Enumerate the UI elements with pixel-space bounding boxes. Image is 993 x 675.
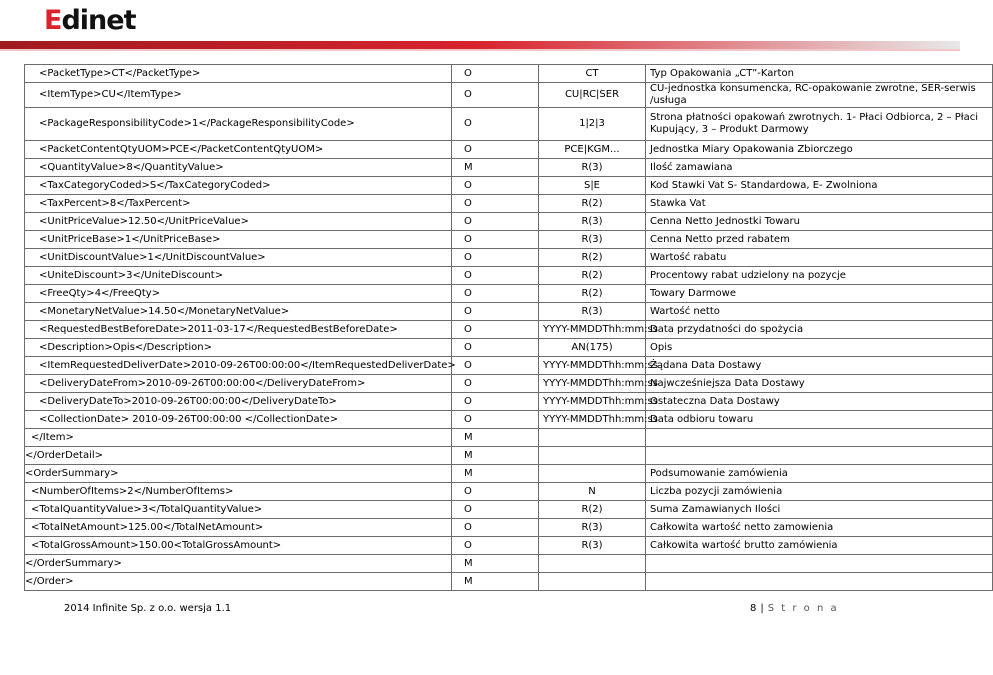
status-cell: M (452, 555, 539, 573)
element-cell: <UnitPriceBase>1</UnitPriceBase> (25, 231, 452, 249)
footer-page-number (750, 603, 839, 614)
status-cell: M (452, 573, 539, 591)
format-cell: S|E (539, 177, 646, 195)
format-cell: YYYY-MMDDThh:mm:ss (539, 375, 646, 393)
description-cell: Suma Zamawianych Ilości (646, 501, 993, 519)
element-cell: <RequestedBestBeforeDate>2011-03-17</RequestedBestBeforeDate> (25, 321, 452, 339)
description-cell: Ostateczna Data Dostawy (646, 393, 993, 411)
page-label: S t r o n a (767, 603, 839, 614)
element-cell: <ItemRequestedDeliverDate>2010-09-26T00:00:00</ItemRequestedDeliverDate> (25, 357, 452, 375)
table-row (25, 231, 993, 249)
element-cell: <PacketType>CT</PacketType> (25, 65, 452, 83)
status-cell: M (452, 159, 539, 177)
status-cell: O (452, 537, 539, 555)
element-cell: <QuantityValue>8</QuantityValue> (25, 159, 452, 177)
element-cell: <ItemType>CU</ItemType> (25, 83, 452, 108)
table-row (25, 375, 993, 393)
header-band (0, 41, 960, 49)
format-cell: YYYY-MMDDThh:mm:ss (539, 411, 646, 429)
description-cell: Całkowita wartość netto zamowienia (646, 519, 993, 537)
format-cell: R(3) (539, 213, 646, 231)
status-cell: O (452, 393, 539, 411)
element-cell: <OrderSummary> (25, 465, 452, 483)
description-cell (646, 573, 993, 591)
description-cell (646, 429, 993, 447)
format-cell (539, 555, 646, 573)
format-cell: R(3) (539, 537, 646, 555)
description-cell: Data przydatności do spożycia (646, 321, 993, 339)
description-cell: Kod Stawki Vat S- Standardowa, E- Zwolniona (646, 177, 993, 195)
element-cell: <TaxCategoryCoded>S</TaxCategoryCoded> (25, 177, 452, 195)
description-cell: Podsumowanie zamówienia (646, 465, 993, 483)
table-row (25, 83, 993, 108)
status-cell: M (452, 429, 539, 447)
format-cell: CT (539, 65, 646, 83)
table-row (25, 357, 993, 375)
footer-copyright: 2014 Infinite Sp. z o.o. wersja 1.1 (64, 603, 232, 614)
table-row (25, 555, 993, 573)
status-cell: O (452, 411, 539, 429)
table-row (25, 447, 993, 465)
status-cell: O (452, 195, 539, 213)
element-cell: <UniteDiscount>3</UniteDiscount> (25, 267, 452, 285)
description-cell: Jednostka Miary Opakowania Zbiorczego (646, 141, 993, 159)
format-cell: 1|2|3 (539, 108, 646, 141)
format-cell (539, 465, 646, 483)
table-row (25, 213, 993, 231)
element-cell: <FreeQty>4</FreeQty> (25, 285, 452, 303)
status-cell: O (452, 519, 539, 537)
table-row (25, 177, 993, 195)
description-cell (646, 447, 993, 465)
element-cell: </OrderDetail> (25, 447, 452, 465)
status-cell: O (452, 267, 539, 285)
status-cell: O (452, 65, 539, 83)
description-cell: Opis (646, 339, 993, 357)
status-cell: O (452, 321, 539, 339)
format-cell: R(2) (539, 501, 646, 519)
status-cell: O (452, 501, 539, 519)
status-cell: O (452, 231, 539, 249)
format-cell: N (539, 483, 646, 501)
table-row (25, 393, 993, 411)
status-cell: O (452, 213, 539, 231)
description-cell: Towary Darmowe (646, 285, 993, 303)
element-cell: </Item> (25, 429, 452, 447)
table-row (25, 411, 993, 429)
element-cell: <PacketContentQtyUOM>PCE</PacketContentQtyUOM> (25, 141, 452, 159)
format-cell: PCE|KGM... (539, 141, 646, 159)
table-row (25, 501, 993, 519)
table-row (25, 195, 993, 213)
status-cell: O (452, 108, 539, 141)
table-row (25, 285, 993, 303)
table-row (25, 321, 993, 339)
table-row (25, 65, 993, 83)
format-cell: R(3) (539, 303, 646, 321)
description-cell: Data odbioru towaru (646, 411, 993, 429)
format-cell: R(2) (539, 285, 646, 303)
table-row (25, 519, 993, 537)
status-cell: O (452, 141, 539, 159)
element-cell: <DeliveryDateFrom>2010-09-26T00:00:00</DeliveryDateFrom> (25, 375, 452, 393)
spec-table (24, 64, 993, 591)
description-cell: Najwcześniejsza Data Dostawy (646, 375, 993, 393)
element-cell: <PackageResponsibilityCode>1</PackageResponsibilityCode> (25, 108, 452, 141)
status-cell: M (452, 447, 539, 465)
table-row (25, 141, 993, 159)
element-cell: <CollectionDate> 2010-09-26T00:00:00 </CollectionDate> (25, 411, 452, 429)
description-cell: Strona płatności opakowań zwrotnych. 1- Płaci Odbiorca, 2 – Płaci Kupujący, 3 – Produkt Darmowy (646, 108, 993, 141)
element-cell: </Order> (25, 573, 452, 591)
description-cell: Cenna Netto Jednostki Towaru (646, 213, 993, 231)
format-cell (539, 429, 646, 447)
description-cell: Procentowy rabat udzielony na pozycje (646, 267, 993, 285)
element-cell: <MonetaryNetValue>14.50</MonetaryNetValue> (25, 303, 452, 321)
page-number: 8 (750, 603, 757, 614)
element-cell: <Description>Opis</Description> (25, 339, 452, 357)
format-cell: YYYY-MMDDThh:mm:ss (539, 393, 646, 411)
table-row (25, 267, 993, 285)
status-cell: O (452, 249, 539, 267)
table-row (25, 159, 993, 177)
status-cell: O (452, 303, 539, 321)
description-cell: Liczba pozycji zamówienia (646, 483, 993, 501)
element-cell: <TotalGrossAmount>150.00<TotalGrossAmount> (25, 537, 452, 555)
format-cell: AN(175) (539, 339, 646, 357)
format-cell (539, 573, 646, 591)
table-row (25, 108, 993, 141)
description-cell: Cenna Netto przed rabatem (646, 231, 993, 249)
status-cell: M (452, 465, 539, 483)
element-cell: <TaxPercent>8</TaxPercent> (25, 195, 452, 213)
description-cell (646, 555, 993, 573)
format-cell: R(3) (539, 519, 646, 537)
table-row (25, 339, 993, 357)
description-cell: Wartość netto (646, 303, 993, 321)
table-row (25, 429, 993, 447)
format-cell: YYYY-MMDDThh:mm:ss (539, 321, 646, 339)
table-row (25, 537, 993, 555)
element-cell: <DeliveryDateTo>2010-09-26T00:00:00</DeliveryDateTo> (25, 393, 452, 411)
table-row (25, 303, 993, 321)
format-cell: R(2) (539, 249, 646, 267)
format-cell: R(3) (539, 231, 646, 249)
element-cell: <TotalQuantityValue>3</TotalQuantityValue> (25, 501, 452, 519)
format-cell (539, 447, 646, 465)
description-cell: Żądana Data Dostawy (646, 357, 993, 375)
status-cell: O (452, 357, 539, 375)
status-cell: O (452, 285, 539, 303)
status-cell: O (452, 483, 539, 501)
format-cell: R(3) (539, 159, 646, 177)
table-row (25, 573, 993, 591)
format-cell: YYYY-MMDDThh:mm:ss (539, 357, 646, 375)
format-cell: R(2) (539, 267, 646, 285)
edinet-logo: Edinet (44, 5, 136, 36)
status-cell: O (452, 83, 539, 108)
element-cell: <TotalNetAmount>125.00</TotalNetAmount> (25, 519, 452, 537)
description-cell: Typ Opakowania „CT”-Karton (646, 65, 993, 83)
element-cell: <UnitPriceValue>12.50</UnitPriceValue> (25, 213, 452, 231)
element-cell: <UnitDiscountValue>1</UnitDiscountValue> (25, 249, 452, 267)
table-row (25, 249, 993, 267)
description-cell: Stawka Vat (646, 195, 993, 213)
description-cell: Wartość rabatu (646, 249, 993, 267)
description-cell: Całkowita wartość brutto zamówienia (646, 537, 993, 555)
description-cell: CU-jednostka konsumencka, RC-opakowanie zwrotne, SER-serwis /usługa (646, 83, 993, 108)
description-cell: Ilość zamawiana (646, 159, 993, 177)
element-cell: <NumberOfItems>2</NumberOfItems> (25, 483, 452, 501)
table-row (25, 483, 993, 501)
status-cell: O (452, 177, 539, 195)
page-separator: | (760, 603, 764, 614)
page-header (0, 0, 960, 50)
table-row (25, 465, 993, 483)
format-cell: CU|RC|SER (539, 83, 646, 108)
status-cell: O (452, 339, 539, 357)
status-cell: O (452, 375, 539, 393)
format-cell: R(2) (539, 195, 646, 213)
element-cell: </OrderSummary> (25, 555, 452, 573)
